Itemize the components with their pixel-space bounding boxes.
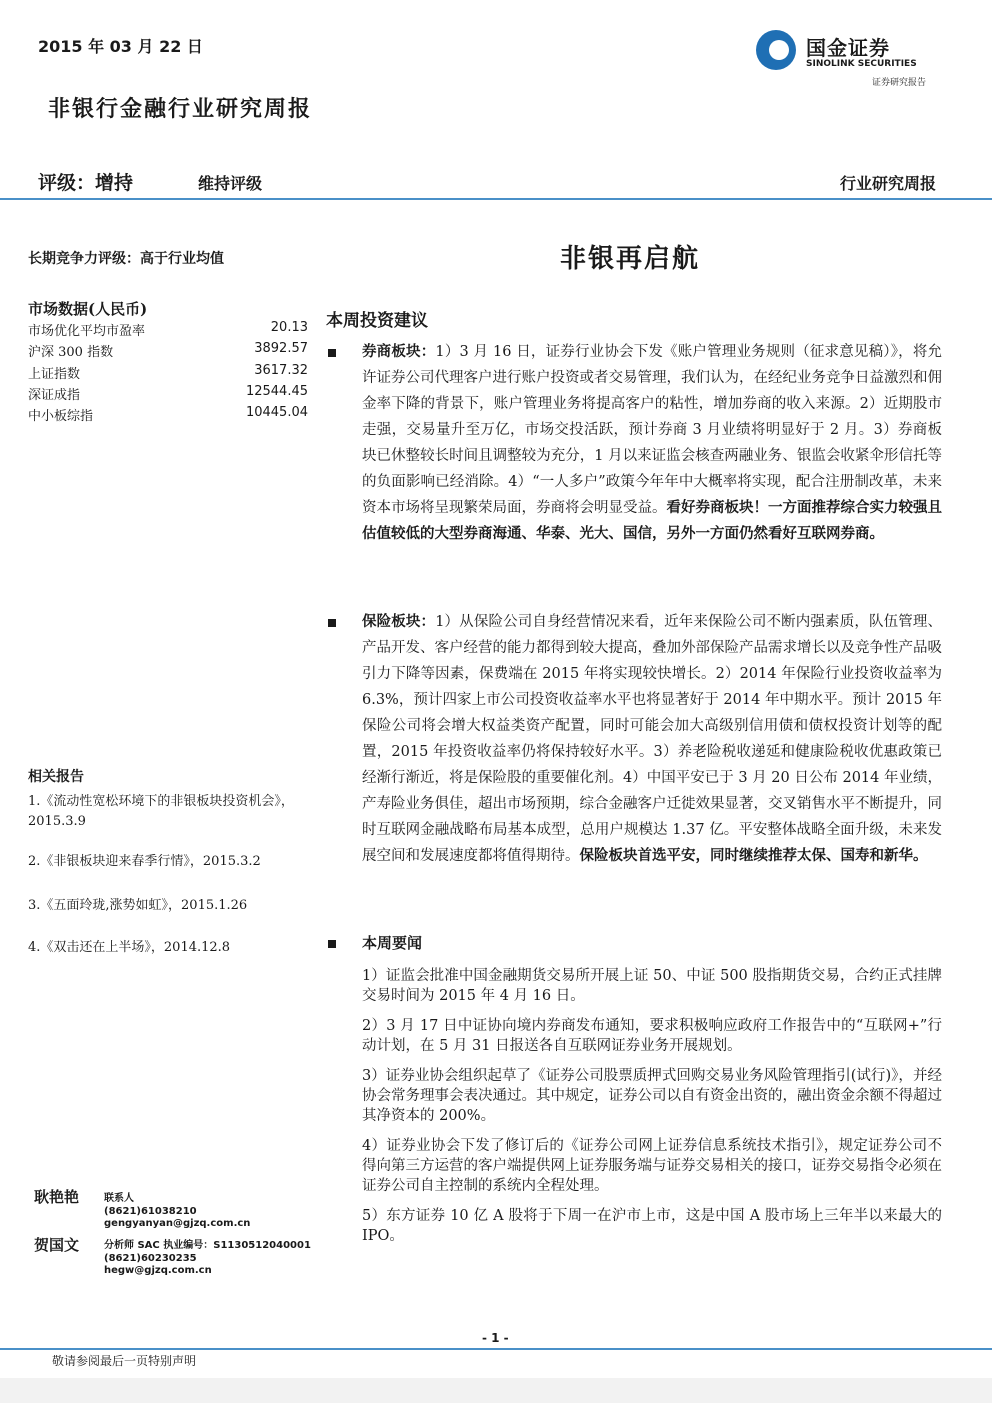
broker-recommendation: 看好券商板块！一方面推荐综合实力较强且估值较低的大型券商海通、华泰、光大、国信，另外一方面仍然看好互联网券商。 bbox=[362, 499, 942, 542]
news-item: 5）东方证券 10 亿 A 股将于下周一在沪市上市，这是中国 A 股市场上三年半以来最大的 IPO。 bbox=[362, 1208, 942, 1244]
logo-mark-icon bbox=[756, 30, 796, 70]
logo-en-text: SINOLINK SECURITIES bbox=[806, 59, 917, 69]
related-reports-title: 相关报告 bbox=[28, 769, 84, 785]
footer-divider bbox=[0, 1348, 992, 1350]
report-date: 2015 年 03 月 22 日 bbox=[38, 37, 203, 56]
long-term-rating: 长期竞争力评级：高于行业均值 bbox=[28, 251, 224, 267]
market-data-table bbox=[28, 320, 308, 426]
market-value: 20.13 bbox=[270, 320, 308, 335]
broker-heading: 券商板块： bbox=[362, 343, 436, 360]
section-title: 本周投资建议 bbox=[326, 311, 428, 331]
broker-paragraph bbox=[362, 339, 942, 547]
header-divider bbox=[0, 198, 992, 200]
insurance-heading: 保险板块： bbox=[362, 613, 436, 630]
analyst-name: 耿艳艳 bbox=[34, 1188, 80, 1206]
footer-disclaimer: 敬请参阅最后一页特别声明 bbox=[52, 1354, 197, 1368]
analyst-role: 分析师 SAC 执业编号：S1130512040001 bbox=[104, 1240, 311, 1251]
report-type: 行业研究周报 bbox=[839, 174, 936, 193]
market-label: 沪深 300 指数 bbox=[28, 345, 114, 361]
market-row bbox=[28, 363, 308, 384]
market-value: 3892.57 bbox=[254, 341, 308, 357]
document-title: 非银行金融行业研究周报 bbox=[48, 96, 313, 122]
bullet-square-icon bbox=[328, 619, 336, 627]
rating-row bbox=[38, 168, 954, 198]
logo-subtitle: 证券研究报告 bbox=[872, 78, 927, 88]
related-report-link[interactable]: 2.《非银板块迎来春季行情》，2015.3.2 bbox=[28, 854, 261, 869]
rating-status: 维持评级 bbox=[198, 174, 263, 193]
broker-text: 1）3 月 16 日，证券行业协会下发《账户管理业务规则（征求意见稿）》，将允许证券公司代理客户进行账户投资或者交易管理，我们认为，在经纪业务竞争日益激烈和佣金率下降的背景下，账户管理业务将提高客户的粘性，增加券商的收入来源。2）近期股市走强，交易量升至万亿，市场交投活跃，预计券商 3 月业绩将明显好于 2 月。3）券商板块已休整较长时间且调整较为充分，1 月以来证监会核查两融业务、银监会收紧伞形信托等的负面影响已经消除。4）“一人多户”政策今年年中大概率将实现，配合注册制改革，未来资本市场将呈现繁荣局面，券商将会明显受益。 bbox=[362, 344, 943, 516]
bottom-band bbox=[0, 1378, 992, 1403]
market-label: 中小板综指 bbox=[28, 409, 94, 425]
page-number: - 1 - bbox=[482, 1331, 509, 1345]
market-value: 10445.04 bbox=[245, 405, 308, 421]
market-row bbox=[28, 341, 308, 362]
rating: 评级：增持 bbox=[38, 172, 134, 194]
news-heading: 本周要闻 bbox=[362, 934, 423, 952]
news-item: 1）证监会批准中国金融期货交易所开展上证 50、中证 500 股指期货交易，合约正式挂牌交易时间为 2015 年 4 月 16 日。 bbox=[362, 968, 942, 1004]
market-value: 3617.32 bbox=[254, 362, 308, 378]
analyst-contact bbox=[104, 1240, 311, 1278]
analyst-role: 联系人 bbox=[104, 1193, 134, 1204]
news-item: 4）证券业协会下发了修订后的《证券公司网上证券信息系统技术指引》，规定证券公司不得向第三方运营的客户端提供网上证券服务端与证券交易相关的接口，证券交易指令必须在证券公司自主控制的系统内全程处理。 bbox=[362, 1138, 942, 1194]
insurance-paragraph bbox=[362, 609, 942, 869]
analyst-name: 贺国文 bbox=[34, 1236, 80, 1254]
insurance-recommendation: 保险板块首选平安，同时继续推荐太保、国寿和新华。 bbox=[579, 847, 928, 864]
main-title: 非银再启航 bbox=[560, 244, 701, 274]
related-report-link[interactable]: 4.《双击还在上半场》，2014.12.8 bbox=[28, 940, 231, 955]
logo-cn-text: 国金证券 bbox=[806, 36, 890, 60]
market-row bbox=[28, 405, 308, 426]
news-item: 3）证券业协会组织起草了《证券公司股票质押式回购交易业务风险管理指引(试行)》，并经协会常务理事会表决通过。其中规定，证券公司以自有资金出资的，融出资金余额不得超过其净资本的 200%。 bbox=[362, 1068, 942, 1124]
related-report-link[interactable]: 3.《五面玲珑,涨势如虹》，2015.1.26 bbox=[28, 898, 248, 913]
market-data-title: 市场数据(人民币) bbox=[28, 300, 148, 318]
news-item: 2）3 月 17 日中证协向境内券商发布通知，要求积极响应政府工作报告中的“互联网+”行动计划，在 5 月 31 日报送各自互联网证券业务开展规划。 bbox=[362, 1018, 942, 1054]
analyst-contact bbox=[104, 1193, 250, 1231]
market-label: 市场优化平均市盈率 bbox=[28, 324, 146, 339]
market-label: 深证成指 bbox=[28, 387, 81, 403]
analyst-email[interactable]: gengyanyan@gjzq.com.cn bbox=[104, 1218, 251, 1229]
market-value: 12544.45 bbox=[245, 383, 308, 399]
market-label: 上证指数 bbox=[28, 366, 81, 382]
bullet-square-icon bbox=[328, 349, 336, 357]
analyst-phone: (8621)61038210 bbox=[104, 1205, 197, 1217]
company-logo bbox=[752, 30, 952, 90]
market-row bbox=[28, 320, 308, 341]
market-row bbox=[28, 384, 308, 405]
analyst-email[interactable]: hegw@gjzq.com.cn bbox=[104, 1265, 212, 1276]
analyst-phone: (8621)60230235 bbox=[104, 1252, 197, 1264]
bullet-square-icon bbox=[328, 940, 336, 948]
insurance-text: 1）从保险公司自身经营情况来看，近年来保险公司不断内强素质，队伍管理、产品开发、客户经营的能力都得到较大提高，叠加外部保险产品需求增长以及竞争性产品吸引力下降等因素，保费端在 2015 年将实现较快增长。2）2014 年保险行业投资收益率为 6.3%，预计四家上市公司投资收益率水平也将显著好于 2014 年中期水平。预计 2015 年保险公司将会增大权益类资产配置，同时可能会加大高级别信用债和债权投资计划等的配置，2015 年投资收益率仍将保持较好水平。3）养老险税收递延和健康险税收优惠政策已经渐行渐近，将是保险股的重要催化剂。4）中国平安已于 3 月 20 日公布 2014 年业绩，产寿险业务俱佳，超出市场预期，综合金融客户迁徙效果显著，交叉销售水平不断提升，同时互联网金融战略布局基本成型，总用户规模达 1.37 亿。平安整体战略全面升级，未来发展空间和发展速度都将值得期待。 bbox=[362, 614, 943, 864]
related-report-link[interactable]: 1.《流动性宽松环境下的非银板块投资机会》，2015.3.9 bbox=[28, 794, 294, 829]
